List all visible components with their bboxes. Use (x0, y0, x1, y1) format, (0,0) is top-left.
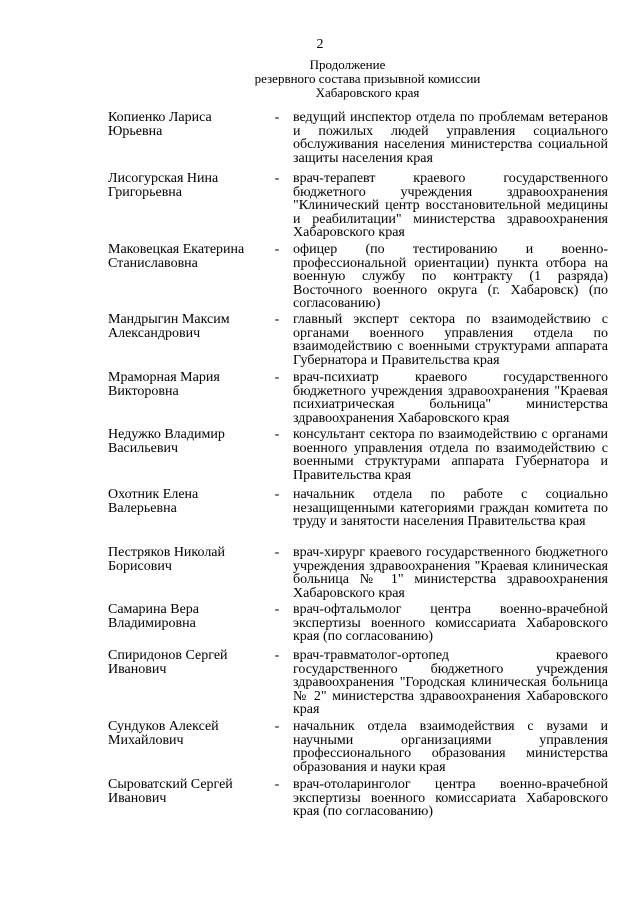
member-list (108, 111, 608, 824)
continuation-line-3: Хабаровского края (315, 85, 420, 100)
continuation-line-2: резервного состава призывной комиссии (254, 71, 481, 86)
member-patronymic: Владимировна (108, 615, 196, 631)
member-dash: - (274, 648, 280, 663)
member-dash: - (274, 487, 280, 502)
member-entry (108, 313, 608, 371)
member-patronymic: Юрьевна (108, 123, 163, 139)
member-surname-first: Мраморная Мария (108, 370, 220, 385)
member-entry (108, 546, 608, 603)
member-position: врач-терапевт краевого государственного бюджетного учреждения здравоохранения "Клинический центр восстановительной медицины и реабилитации" министерства здравоохранения Хабаровского края (293, 171, 608, 240)
member-dash: - (274, 427, 280, 442)
member-dash: - (274, 242, 280, 257)
member-surname-first: Мандрыгин Максим (108, 312, 230, 327)
member-dash: - (274, 312, 280, 327)
member-name (108, 720, 268, 747)
member-patronymic: Васильевич (108, 440, 178, 456)
member-name (108, 172, 268, 199)
member-name (108, 603, 268, 630)
member-entry (108, 428, 608, 488)
member-patronymic: Александрович (108, 325, 201, 341)
member-entry (108, 720, 608, 778)
member-entry (108, 488, 608, 546)
member-dash: - (274, 777, 280, 792)
member-surname-first: Охотник Елена (108, 487, 199, 502)
member-position: консультант сектора по взаимодействию с органами военного управления отдела по взаимодействию с военными структурами аппарата Губернатора и Правительства края (293, 427, 608, 483)
member-surname-first: Сундуков Алексей (108, 719, 219, 734)
member-entry (108, 172, 608, 243)
member-surname-first: Пестряков Николай (108, 545, 226, 560)
member-patronymic: Валерьевна (108, 500, 177, 516)
member-name (108, 778, 268, 805)
member-position: врач-офтальмолог центра военно-врачебной экспертизы военного комиссариата Хабаровского края (по согласованию) (293, 602, 608, 644)
member-name (108, 111, 268, 138)
member-surname-first: Самарина Вера (108, 602, 199, 617)
page-number: 2 (316, 37, 324, 52)
member-position: врач-психиатр краевого государственного бюджетного учреждения здравоохранения "Краевая психиатрическая больница" министерства здравоохранения Хабаровского края (293, 370, 608, 426)
member-surname-first: Спиридонов Сергей (108, 648, 228, 663)
member-position: начальник отдела по работе с социально незащищенными категориями граждан комитета по труду и занятости населения Правительства края (293, 487, 608, 529)
member-surname-first: Сыроватский Сергей (108, 777, 233, 792)
member-name (108, 428, 268, 455)
member-dash: - (274, 719, 280, 734)
member-patronymic: Михайлович (108, 732, 184, 748)
member-surname-first: Лисогурская Нина (108, 171, 219, 186)
member-patronymic: Григорьевна (108, 184, 183, 200)
member-name (108, 488, 268, 515)
member-name (108, 243, 268, 270)
member-patronymic: Станиславовна (108, 255, 198, 271)
member-name (108, 313, 268, 340)
continuation-heading (0, 58, 545, 100)
member-dash: - (274, 171, 280, 186)
member-position: врач-травматолог-ортопед краевого государственного бюджетного учреждения здравоохранения "Городская клиническая больница № 2" министерства здравоохранения Хабаровского края (293, 648, 608, 717)
member-entry (108, 371, 608, 428)
member-position: врач-отоларинголог центра военно-врачебной экспертизы военного комиссариата Хабаровского края (по согласованию) (293, 777, 608, 819)
member-position: главный эксперт сектора по взаимодействию с органами военного управления отдела по взаимодействию с военными структурами аппарата Губернатора и Правительства края (293, 312, 608, 368)
member-dash: - (274, 545, 280, 560)
member-position: офицер (по тестированию и военно-профессиональной ориентации) пункта отбора на военную службу по контракту (1 разряда) Восточного военного округа (г. Хабаровск) (по согласованию) (293, 242, 608, 311)
member-patronymic: Викторовна (108, 383, 179, 399)
member-entry (108, 111, 608, 172)
member-surname-first: Копиенко Лариса (108, 110, 212, 125)
member-entry (108, 649, 608, 720)
member-position: начальник отдела взаимодействия с вузами и научными организациями управления профессионального образования министерства образования и науки края (293, 719, 608, 775)
member-name (108, 649, 268, 676)
member-dash: - (274, 110, 280, 125)
member-position: ведущий инспектор отдела по проблемам ветеранов и пожилых людей управления социального обслуживания населения министерства социальной защиты населения края (293, 110, 608, 166)
member-name (108, 371, 268, 398)
member-entry (108, 778, 608, 824)
member-patronymic: Иванович (108, 790, 167, 806)
continuation-line-1: Продолжение (309, 57, 386, 72)
member-dash: - (274, 370, 280, 385)
member-surname-first: Маковецкая Екатерина (108, 242, 245, 257)
member-patronymic: Иванович (108, 661, 167, 677)
member-entry (108, 243, 608, 313)
member-dash: - (274, 602, 280, 617)
member-name (108, 546, 268, 573)
member-entry (108, 603, 608, 649)
member-surname-first: Недужко Владимир (108, 427, 225, 442)
member-patronymic: Борисович (108, 558, 172, 574)
member-position: врач-хирург краевого государственного бюджетного учреждения здравоохранения "Краевая клиническая больница № 1" министерства здравоохранения Хабаровского края (293, 545, 608, 601)
